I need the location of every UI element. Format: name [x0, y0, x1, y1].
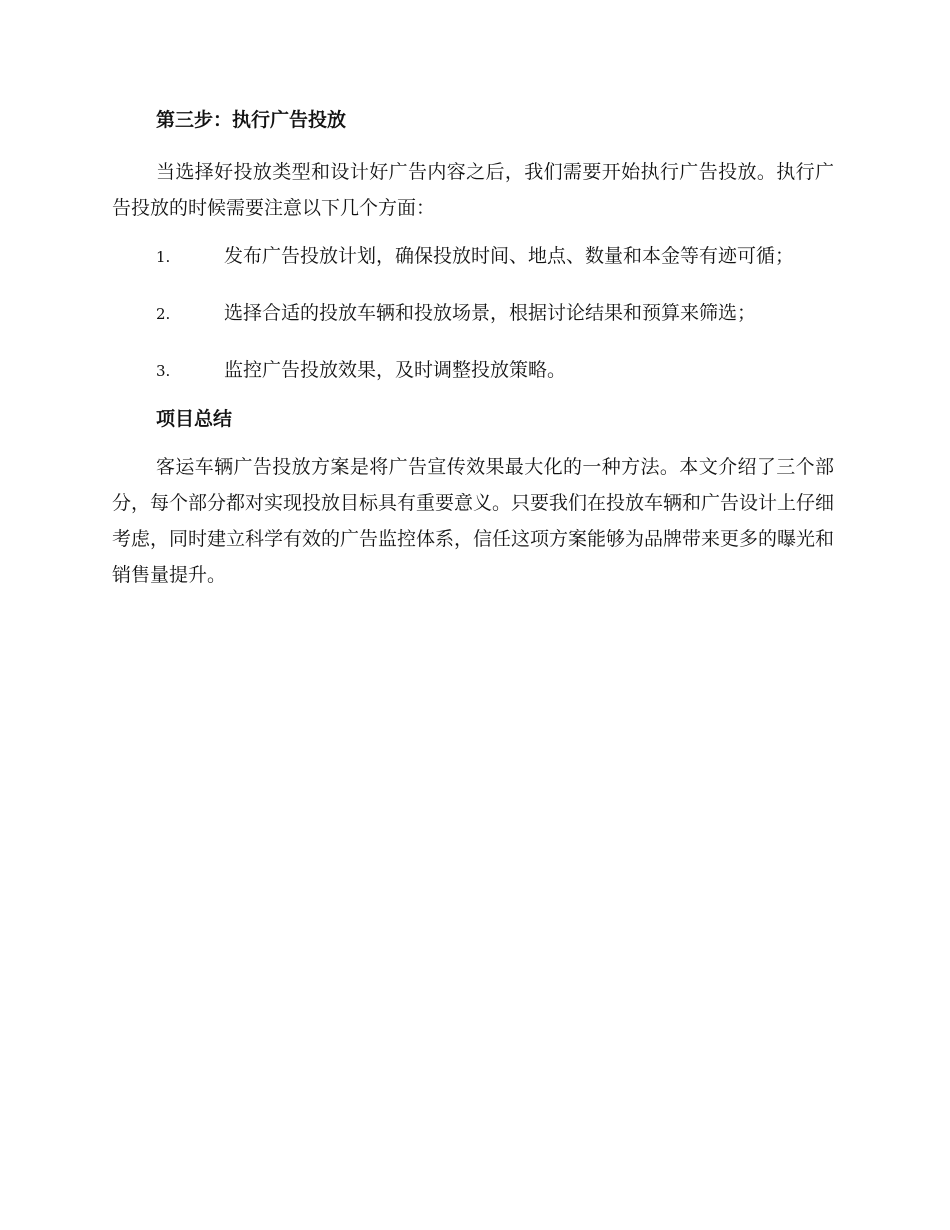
document-page: [112, 106, 834, 593]
list-text: 发布广告投放计划，确保投放时间、地点、数量和本金等有迹可循；: [224, 245, 795, 267]
list-number: 1.: [156, 248, 171, 266]
list-item: [112, 352, 834, 389]
list-number: 2.: [156, 305, 171, 323]
section-heading-summary: 项目总结: [156, 408, 233, 430]
list-text: 选择合适的投放车辆和投放场景，根据讨论结果和预算来筛选；: [224, 302, 757, 324]
section-heading-step3: 第三步：执行广告投放: [156, 109, 347, 131]
list-number: 3.: [156, 362, 171, 380]
list-item: [112, 238, 834, 275]
list-item: [112, 295, 834, 332]
intro-paragraph: 当选择好投放类型和设计好广告内容之后，我们需要开始执行广告投放。执行广告投放的时候需要注意以下几个方面：: [112, 161, 834, 219]
list-text: 监控广告投放效果，及时调整投放策略。: [224, 359, 567, 381]
summary-paragraph: 客运车辆广告投放方案是将广告宣传效果最大化的一种方法。本文介绍了三个部分，每个部分都对实现投放目标具有重要意义。只要我们在投放车辆和广告设计上仔细考虑，同时建立科学有效的广告监控体系，信任这项方案能够为品牌带来更多的曝光和销售量提升。: [112, 456, 835, 586]
steps-list: [112, 238, 834, 389]
